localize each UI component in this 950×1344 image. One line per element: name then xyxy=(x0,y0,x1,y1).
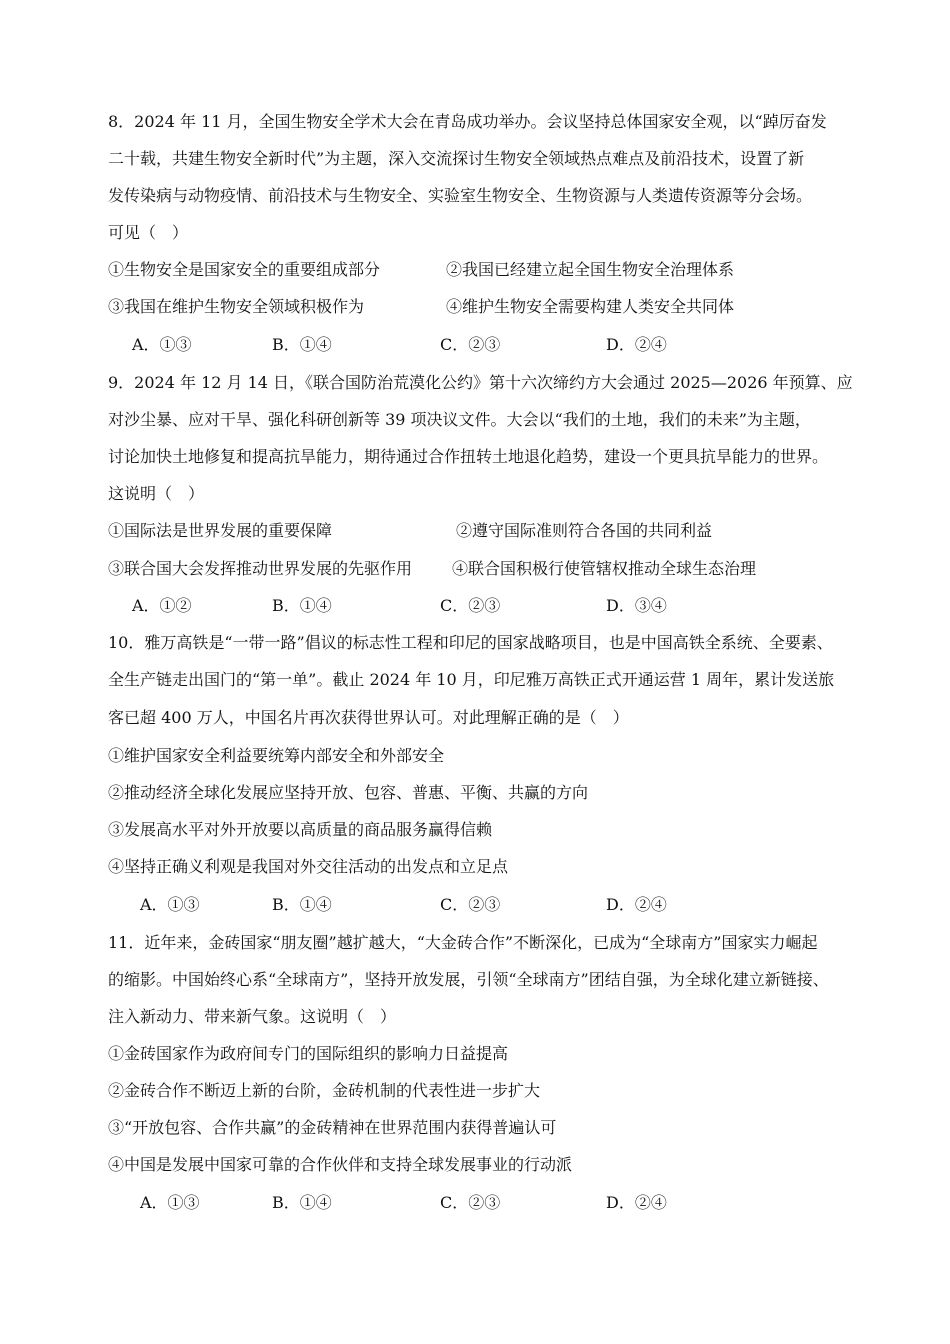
question-11-choice-c: C．②③ xyxy=(440,1193,501,1212)
question-10-choice-b: B．①④ xyxy=(272,895,332,914)
question-9-statement-1: ①国际法是世界发展的重要保障 xyxy=(108,521,333,540)
question-9-line-4: 这说明（ ） xyxy=(108,484,205,503)
question-9-choice-a: A．①② xyxy=(132,596,192,615)
question-10-choice-c: C．②③ xyxy=(440,895,501,914)
question-10-statement-3: ③发展高水平对外开放要以高质量的商品服务赢得信赖 xyxy=(108,820,493,839)
question-8-choice-c: C．②③ xyxy=(440,335,501,354)
question-9-line-1: 9．2024 年 12 月 14 日，《联合国防治荒漠化公约》第十六次缔约方大会通过 2025—2026 年预算、应 xyxy=(108,373,853,392)
question-8-statement-1: ①生物安全是国家安全的重要组成部分 xyxy=(108,260,381,279)
question-10-line-3: 客已超 400 万人，中国名片再次获得世界认可。对此理解正确的是（ ） xyxy=(108,708,629,727)
question-9-statement-4: ④联合国积极行使管辖权推动全球生态治理 xyxy=(452,559,757,578)
question-9-line-2: 对沙尘暴、应对干旱、强化科研创新等 39 项决议文件。大会以“我们的土地，我们的未来”为主题， xyxy=(108,410,811,429)
question-9-line-3: 讨论加快土地修复和提高抗旱能力，期待通过合作扭转土地退化趋势，建设一个更具抗旱能力的世界。 xyxy=(108,447,829,466)
question-8-choice-d: D．②④ xyxy=(606,335,667,354)
question-10-choice-a: A．①③ xyxy=(140,895,200,914)
question-10-statement-4: ④坚持正确义利观是我国对外交往活动的出发点和立足点 xyxy=(108,857,509,876)
question-8-line-3: 发传染病与动物疫情、前沿技术与生物安全、实验室生物安全、生物资源与人类遗传资源等分会场。 xyxy=(108,186,813,205)
question-11-statement-1: ①金砖国家作为政府间专门的国际组织的影响力日益提高 xyxy=(108,1044,509,1063)
question-11-line-3: 注入新动力、带来新气象。这说明（ ） xyxy=(108,1007,397,1026)
question-8-statement-2: ②我国已经建立起全国生物安全治理体系 xyxy=(446,260,735,279)
question-8-statement-3: ③我国在维护生物安全领域积极作为 xyxy=(108,297,365,316)
question-11-choice-d: D．②④ xyxy=(606,1193,667,1212)
question-8-choice-a: A．①③ xyxy=(132,335,192,354)
question-11-statement-4: ④中国是发展中国家可靠的合作伙伴和支持全球发展事业的行动派 xyxy=(108,1155,573,1174)
question-8-line-2: 二十载，共建生物安全新时代”为主题，深入交流探讨生物安全领域热点难点及前沿技术，设置了新 xyxy=(108,149,805,168)
question-10-line-2: 全生产链走出国门的“第一单”。截止 2024 年 10 月，印尼雅万高铁正式开通运营 1 周年，累计发送旅 xyxy=(108,670,835,689)
question-11-statement-3: ③“开放包容、合作共赢”的金砖精神在世界范围内获得普遍认可 xyxy=(108,1118,557,1137)
question-11-choice-b: B．①④ xyxy=(272,1193,332,1212)
question-8-line-4: 可见（ ） xyxy=(108,223,189,242)
question-9-choice-b: B．①④ xyxy=(272,596,332,615)
question-9-statement-2: ②遵守国际准则符合各国的共同利益 xyxy=(456,521,713,540)
question-8-line-1: 8．2024 年 11 月，全国生物安全学术大会在青岛成功举办。会议坚持总体国家安全观，以“踔厉奋发 xyxy=(108,112,827,131)
question-8-statement-4: ④维护生物安全需要构建人类安全共同体 xyxy=(446,297,735,316)
question-10-statement-2: ②推动经济全球化发展应坚持开放、包容、普惠、平衡、共赢的方向 xyxy=(108,783,589,802)
question-11-choice-a: A．①③ xyxy=(140,1193,200,1212)
question-11-line-2: 的缩影。中国始终心系“全球南方”，坚持开放发展，引领“全球南方”团结自强，为全球化建立新链接、 xyxy=(108,970,829,989)
question-8-choice-b: B．①④ xyxy=(272,335,332,354)
question-10-statement-1: ①维护国家安全利益要统筹内部安全和外部安全 xyxy=(108,746,445,765)
question-9-choice-c: C．②③ xyxy=(440,596,501,615)
question-11-statement-2: ②金砖合作不断迈上新的台阶，金砖机制的代表性进一步扩大 xyxy=(108,1081,541,1100)
question-10-line-1: 10．雅万高铁是“一带一路”倡议的标志性工程和印尼的国家战略项目，也是中国高铁全系统、全要素、 xyxy=(108,633,833,652)
question-9-statement-3: ③联合国大会发挥推动世界发展的先驱作用 xyxy=(108,559,413,578)
question-11-line-1: 11．近年来，金砖国家“朋友圈”越扩越大，“大金砖合作”不断深化，已成为“全球南方”国家实力崛起 xyxy=(108,933,818,952)
question-9-choice-d: D．③④ xyxy=(606,596,667,615)
question-10-choice-d: D．②④ xyxy=(606,895,667,914)
